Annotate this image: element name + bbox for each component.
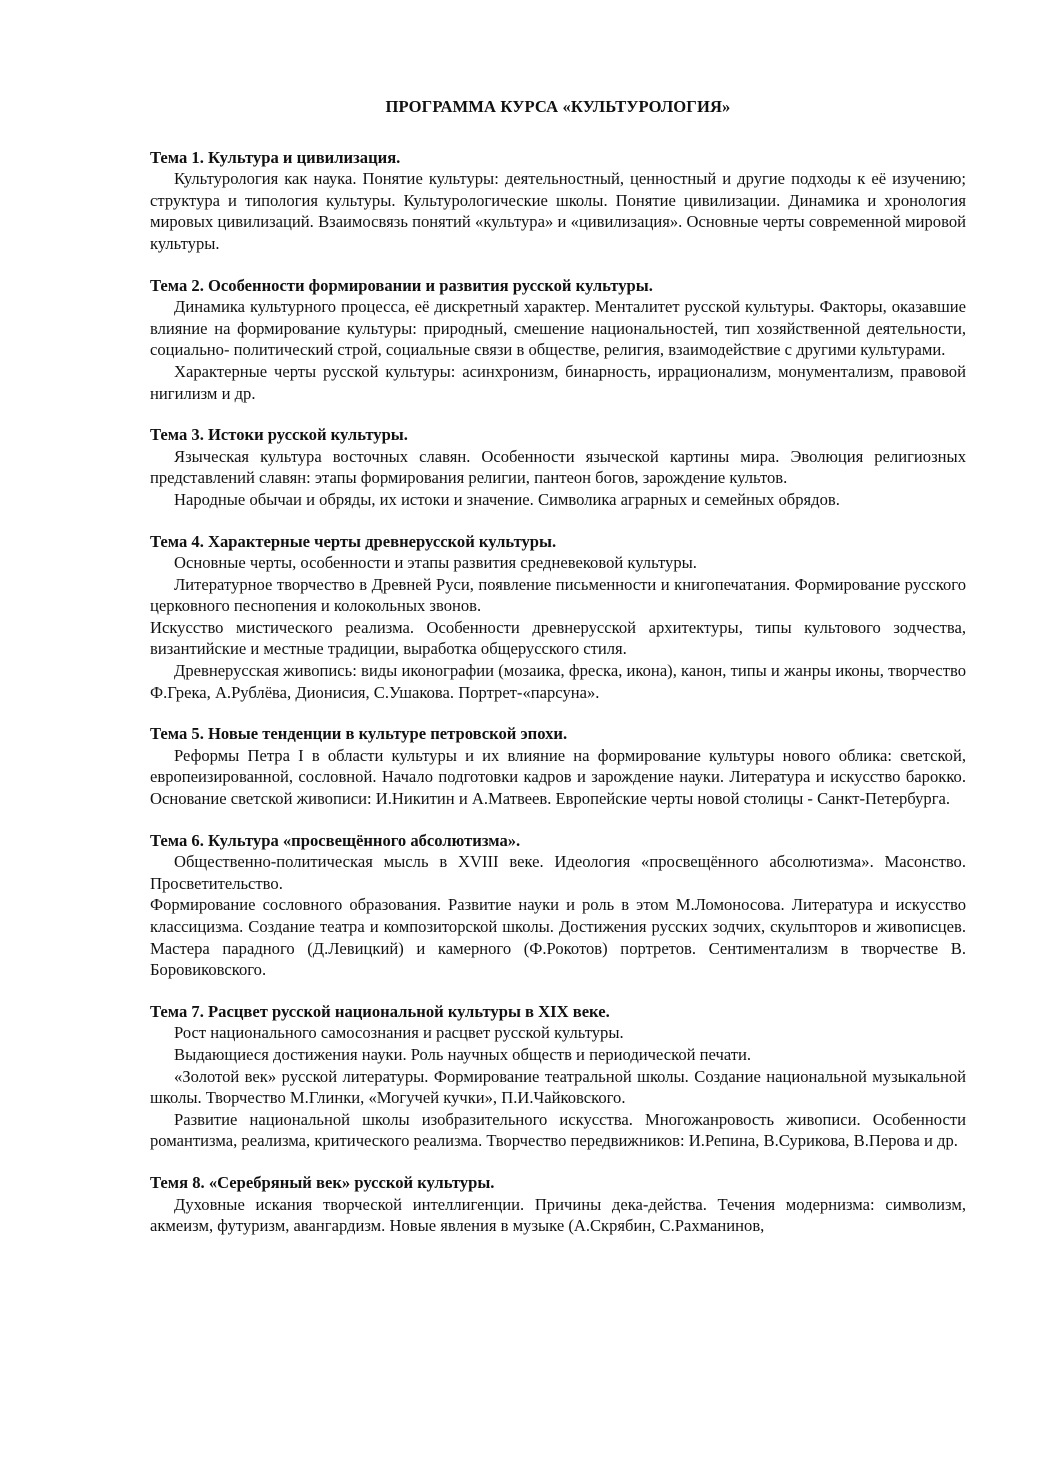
- paragraph: Духовные искания творческой интеллигенции. Причины дека-действа. Течения модернизма: символизм, акмеизм, футуризм, авангардизм. Новые явления в музыке (А.Скрябин, С.Рахманинов,: [150, 1194, 966, 1236]
- section-topic-3: [150, 424, 966, 510]
- section-topic-8: [150, 1172, 966, 1237]
- paragraph: Языческая культура восточных славян. Особенности языческой картины мира. Эволюция религиозных представлений славян: этапы формирования религии, пантеон богов, зарождение культов.: [150, 446, 966, 488]
- paragraph: Развитие национальной школы изобразительного искусства. Многожанровость живописи. Особенности романтизма, реализма, критического реализма. Творчество передвижников: И.Репина, В.Сурикова, В.Перова и др.: [150, 1109, 966, 1151]
- paragraph: Реформы Петра I в области культуры и их влияние на формирование культуры нового облика: светской, европеизированной, сословной. Начало подготовки кадров и зарождение науки. Литература и искусство барокко. Основание светской живописи: И.Никитин и А.Матвеев. Европейские черты новой столицы - Санкт-Петербурга.: [150, 745, 966, 809]
- section-heading: Тема 2. Особенности формировании и развития русской культуры.: [150, 275, 653, 295]
- section-topic-4: [150, 531, 966, 704]
- section-topic-7: [150, 1001, 966, 1152]
- section-heading: Тема 4. Характерные черты древнерусской культуры.: [150, 531, 557, 551]
- paragraph: Основные черты, особенности и этапы развития средневековой культуры.: [174, 553, 697, 573]
- paragraph: Характерные черты русской культуры: асинхронизм, бинарность, иррационализм, монументализм, правовой нигилизм и др.: [150, 361, 966, 403]
- document-title: ПРОГРАММА КУРСА «КУЛЬТУРОЛОГИЯ»: [385, 97, 731, 116]
- section-topic-5: [150, 723, 966, 809]
- section-heading: Тема 3. Истоки русской культуры.: [150, 425, 408, 445]
- paragraph: Динамика культурного процесса, её дискретный характер. Менталитет русской культуры. Факторы, оказавшие влияние на формирование культуры: природный, смешение национальностей, тип хозяйственной деятельности, социально- политический строй, социальные связи в обществе, религия, взаимодействие с другими культурами.: [150, 297, 966, 360]
- paragraph: Общественно-политическая мысль в XVIII веке. Идеология «просвещённого абсолютизма». Масонство. Просветительство.: [150, 852, 966, 893]
- paragraph: Культурология как наука. Понятие культуры: деятельностный, ценностный и другие подходы к её изучению; структура и типология культуры. Культурологические школы. Понятие цивилизации. Динамика и хронология мировых цивилизаций. Взаимосвязь понятий «культура» и «цивилизация». Основные черты современной мировой культуры.: [150, 169, 966, 253]
- document-page: [150, 96, 966, 1257]
- section-heading: Тема 7. Расцвет русской национальной культуры в XIX веке.: [150, 1001, 610, 1021]
- section-topic-6: [150, 830, 966, 981]
- section-heading: Тема 5. Новые тенденции в культуре петровской эпохи.: [150, 724, 568, 744]
- section-heading: Темя 8. «Серебряный век» русской культуры.: [150, 1172, 495, 1192]
- paragraph: Рост национального самосознания и расцвет русской культуры.: [174, 1023, 624, 1043]
- section-topic-1: [150, 147, 966, 255]
- paragraph: «Золотой век» русской литературы. Формирование театральной школы. Создание национальной музыкальной школы. Творчество М.Глинки, «Могучей кучки», П.И.Чайковского.: [150, 1066, 966, 1108]
- section-topic-2: [150, 275, 966, 405]
- section-heading: Тема 1. Культура и цивилизация.: [150, 147, 401, 167]
- section-heading: Тема 6. Культура «просвещённого абсолютизма».: [150, 830, 521, 850]
- paragraph: Литературное творчество в Древней Руси, появление письменности и книгопечатания. Формирование русского церковного песнопения и колокольных звонов.: [150, 574, 966, 616]
- paragraph: Народные обычаи и обряды, их истоки и значение. Символика аграрных и семейных обрядов.: [174, 489, 840, 509]
- paragraph: Искусство мистического реализма. Особенности древнерусской архитектуры, типы культового зодчества, византийские и местные традиции, выработка общерусского стиля.: [150, 617, 966, 659]
- paragraph: Формирование сословного образования. Развитие науки и роль в этом М.Ломоносова. Литература и искусство классицизма. Создание театра и композиторской школы. Достижения русских зодчих, скульпторов и живописцев. Мастера парадного (Д.Левицкий) и камерного (Ф.Рокотов) портретов. Сентиментализм в творчестве В. Боровиковского.: [150, 895, 966, 980]
- paragraph: Выдающиеся достижения науки. Роль научных обществ и периодической печати.: [174, 1044, 752, 1064]
- paragraph: Древнерусская живопись: виды иконографии (мозаика, фреска, икона), канон, типы и жанры иконы, творчество Ф.Грека, А.Рублёва, Дионисия, С.Ушакова. Портрет-«парсуна».: [150, 661, 966, 702]
